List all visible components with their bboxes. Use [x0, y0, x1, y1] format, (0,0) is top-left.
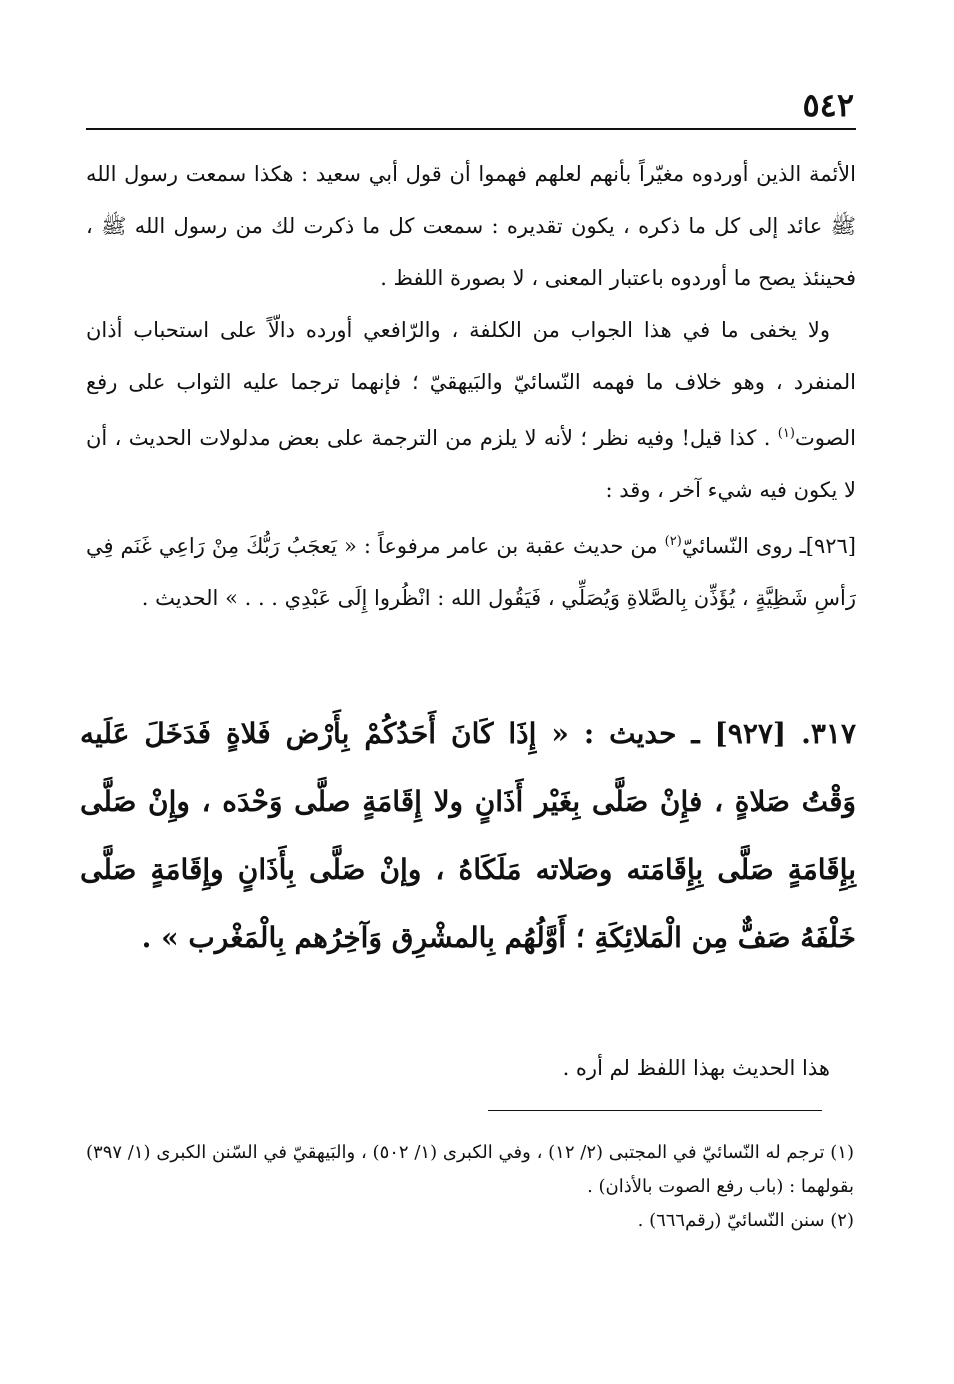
footnote-ref-2: (٢): [664, 534, 682, 549]
narration-prefix: [٩٢٦]ـ روى النّسائيّ: [681, 534, 856, 558]
footnote-2: (٢) سنن النّسائيّ (رقم٦٦٦) .: [637, 1210, 854, 1231]
hadith-317: ٣١٧. [٩٢٧] ـ حديث : « إِذَا كَانَ أَحَدُكُمْ بِأَرْض فَلاةٍ فَدَخَلَ عَلَيه وَقْتُ صَلاةٍ ، فإِنْ صَلَّى بِغَيْر أَذَانٍ ولا إِقَامَةٍ صلَّى وَحْدَه ، وإِنْ صَلَّى بِإِقَامَةٍ صَلَّى بِإِقَامَته وصَلاته مَلَكَاهُ ، وإنْ صَلَّى بِأَذَانٍ وإِقَامَةٍ صَلَّى خَلْفَهُ صَفٌّ مِن الْمَلائِكَةِ ؛ أَوَّلُهُم بِالمشْرِق وَآخِرُهم بِالْمَغْرب » .: [80, 717, 856, 954]
footnote-1: (١) ترجم له النّسائيّ في المجتبى (٢/ ١٢) ، وفي الكبرى (١/ ٥٠٢) ، والبَيهقيّ في السّنن الكبرى (١/ ٣٩٧) بقولهما : (باب رفع الصوت بالأذان) .: [86, 1142, 854, 1197]
main-text: [86, 148, 856, 624]
paragraph-1: الأئمة الذين أوردوه مغيّراً بأنهم لعلهم فهموا أن قول أبي سعيد : هكذا سمعت رسول الله ﷺ عائد إلى كل ما ذكره ، يكون تقديره : سمعت كل ما ذكرت لك من رسول الله ﷺ ، فحينئذ يصح ما أوردوه باعتبار المعنى ، لا بصورة اللفظ .: [86, 162, 856, 290]
narration-text: من حديث عقبة بن عامر مرفوعاً : « يَعجَبُ رَبُّكَ مِنْ رَاعِي غَنَم فِي رَأسِ شَظِيَّةٍ ، يُؤَذِّن بِالصَّلاةِ وَيُصَلِّي ، فَيَقُول الله : انْظُروا إِلَى عَبْدِي . . . » الحديث .: [86, 534, 856, 610]
header-rule: [86, 128, 856, 130]
footnote-rule: [488, 1110, 822, 1111]
paragraph-2-text: ولا يخفى ما في هذا الجواب من الكلفة ، والرّافعي أورده دالّاً على استحباب أذان المنفرد ، وهو خلاف ما فهمه النّسائيّ والبَيهقيّ ؛ فإنهما ترجما عليه الثواب على رفع الصوت: [86, 318, 856, 450]
paragraph-2-continuation: . كذا قيل! وفيه نظر ؛ لأنه لا يلزم من الترجمة على بعض مدلولات الحديث ، أن لا يكون فيه شيء آخر ، وقد :: [86, 426, 856, 502]
footnote-ref-1: (١): [777, 426, 795, 441]
hadith-comment: هذا الحديث بهذا اللفظ لم أره .: [562, 1056, 830, 1080]
paragraph-2: [86, 304, 856, 516]
footnotes: [86, 1136, 854, 1238]
page-number: ٥٤٢: [802, 86, 854, 124]
narration-926: [86, 516, 856, 624]
